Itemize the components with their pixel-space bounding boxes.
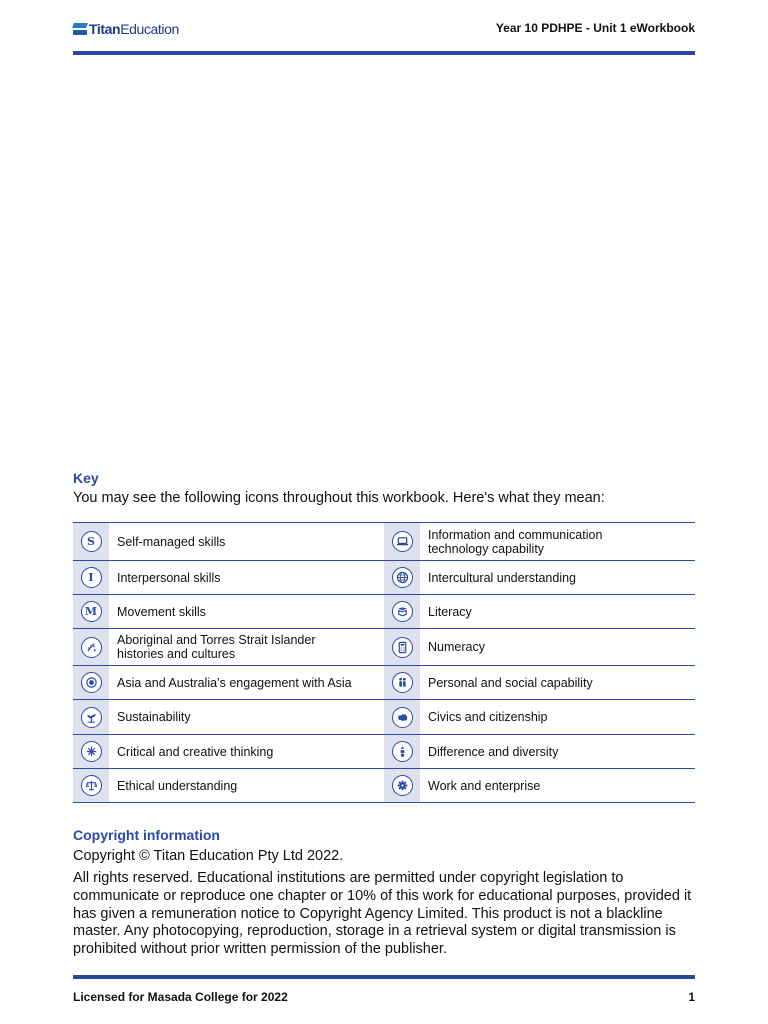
key-label: Movement skills: [117, 604, 206, 619]
key-label: Asia and Australia’s engagement with Asia: [117, 675, 352, 690]
header-rule: [73, 51, 695, 55]
starburst-icon: [81, 741, 102, 762]
copyright-paragraph: All rights reserved. Educational institutions are permitted under copyright legislation to communicate or reproduce one chapter or 10% of this work for educational purposes, provided it has given a remuneration notice to Copyright Agency Limited. This product is not a blackline master. Any photocopying, reproduction, storage in a retrieval system or digital transmission is prohibited without prior written permission of the publisher.: [73, 870, 692, 958]
key-entry: [73, 523, 384, 560]
footer-rule: [73, 975, 695, 979]
key-label: Difference and diversity: [428, 744, 559, 759]
logo-text-light: Education: [120, 21, 179, 37]
key-row: [73, 629, 695, 666]
key-entry: [384, 769, 695, 802]
key-row: [73, 769, 695, 803]
plant-icon: [81, 707, 102, 728]
page-header: [73, 18, 695, 42]
key-row: [73, 561, 695, 595]
key-label: Self-managed skills: [117, 534, 226, 549]
key-label: Interpersonal skills: [117, 570, 221, 585]
s-letter-icon: S: [81, 531, 102, 552]
key-entry: [73, 700, 384, 734]
key-label: Work and enterprise: [428, 778, 541, 793]
scales-icon: [81, 775, 102, 796]
australia-map-icon: [392, 707, 413, 728]
key-row: [73, 735, 695, 769]
calculator-icon: [392, 637, 413, 658]
key-label: Ethical understanding: [117, 778, 238, 793]
key-label: Critical and creative thinking: [117, 744, 274, 759]
key-entry: [384, 629, 695, 665]
key-entry: [384, 561, 695, 594]
key-label: Numeracy: [428, 640, 485, 654]
m-letter-icon: M: [81, 601, 102, 622]
key-label-line: Aboriginal and Torres Strait Islander: [117, 633, 316, 647]
key-heading: Key: [73, 470, 99, 486]
key-label: Intercultural understanding: [428, 570, 577, 585]
key-row: [73, 595, 695, 629]
key-entry: [73, 666, 384, 699]
key-label-line: Information and communication: [428, 527, 603, 542]
key-row: [73, 700, 695, 735]
copyright-line: Copyright © Titan Education Pty Ltd 2022.: [73, 848, 344, 864]
globe-icon: [392, 567, 413, 588]
titan-education-logo: [73, 21, 179, 37]
key-entry: [384, 700, 695, 734]
key-entry: [384, 523, 695, 560]
key-entry: [384, 666, 695, 699]
key-entry: [73, 735, 384, 768]
key-label: Civics and citizenship: [428, 710, 548, 724]
key-label-line: technology capability: [428, 541, 545, 556]
people-icon: [392, 672, 413, 693]
key-label: Literacy: [428, 604, 472, 619]
laptop-icon: [392, 531, 413, 552]
workbook-title: Year 10 PDHPE - Unit 1 eWorkbook: [495, 21, 695, 35]
diversity-icon: [392, 741, 413, 762]
key-entry: [384, 595, 695, 628]
key-entry: [73, 561, 384, 594]
key-label-line: histories and cultures: [117, 647, 236, 661]
key-row: [73, 666, 695, 700]
key-entry: [73, 595, 384, 628]
copyright-heading: Copyright information: [73, 827, 220, 843]
key-row: [73, 523, 695, 561]
license-text: Licensed for Masada College for 2022: [73, 990, 288, 1004]
key-label: Personal and social capability: [428, 675, 593, 690]
gear-icon: [392, 775, 413, 796]
key-label: Sustainability: [117, 710, 191, 724]
logo-text-bold: Titan: [89, 21, 121, 37]
book-icon: [392, 601, 413, 622]
logo-mark-icon: [73, 23, 87, 35]
key-entry: [384, 735, 695, 768]
page-number: 1: [688, 990, 695, 1004]
asia-globe-icon: [81, 672, 102, 693]
aboriginal-art-icon: [81, 637, 102, 658]
i-letter-icon: I: [81, 567, 102, 588]
key-entry: [73, 769, 384, 802]
key-intro: You may see the following icons throughout this workbook. Here's what they mean:: [73, 490, 605, 506]
key-table: [73, 522, 695, 803]
key-entry: [73, 629, 384, 665]
